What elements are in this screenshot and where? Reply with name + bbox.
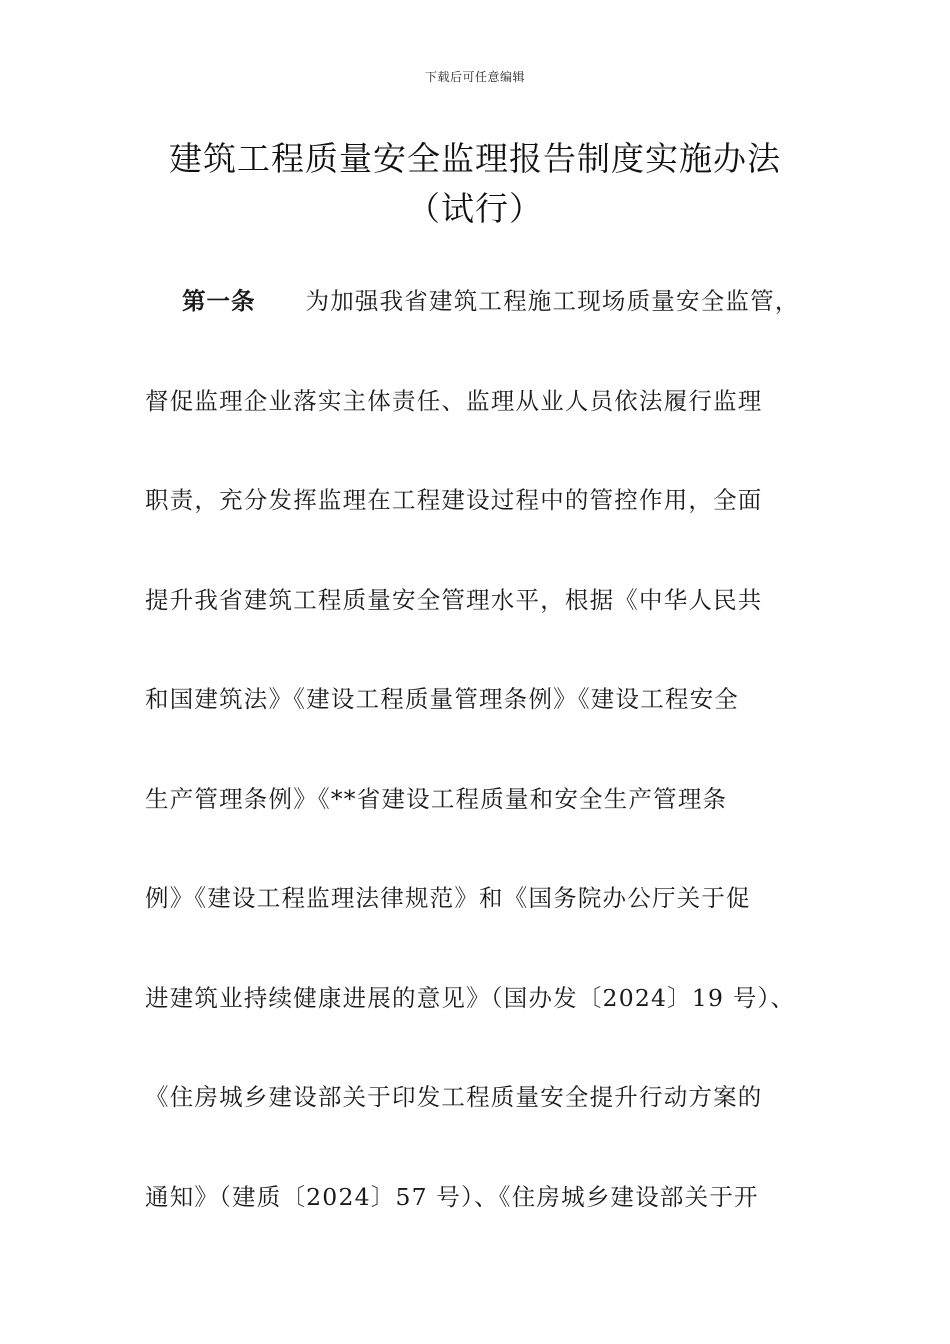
article-label: 第一条 (182, 287, 256, 315)
document-title-suffix: （试行） (407, 189, 543, 228)
article-text-line: 《住房城乡建设部关于印发工程质量安全提升行动方案的 (145, 1083, 763, 1111)
article-text-line: 督促监理企业落实主体责任、监理从业人员依法履行监理 (145, 386, 763, 415)
article-text-line: 生产管理条例》《**省建设工程质量和安全生产管理条 (145, 784, 728, 813)
download-note: 下载后可任意编辑 (424, 70, 525, 84)
article-text-line: 通知》（建质〔2024〕57 号）、《住房城乡建设部关于开 (145, 1182, 759, 1211)
article-text-line: 职责，充分发挥监理在工程建设过程中的管控作用，全面 (145, 486, 763, 514)
document-title: 建筑工程质量安全监理报告制度实施办法 (169, 139, 781, 178)
article-first-line (145, 281, 825, 381)
article-text-line: 进建筑业持续健康进展的意见》（国办发〔2024〕19 号）、 (145, 983, 796, 1012)
article-text-line: 提升我省建筑工程质量安全管理水平，根据《中华人民共 (145, 585, 763, 614)
article-text-line: 为加强我省建筑工程施工现场质量安全监管， (305, 287, 800, 315)
article-text-line: 和国建筑法》《建设工程质量管理条例》《建设工程安全 (145, 685, 739, 713)
article-text-line: 例》《建设工程监理法律规范》和《国务院办公厅关于促 (145, 884, 751, 912)
article-body (145, 281, 825, 1276)
